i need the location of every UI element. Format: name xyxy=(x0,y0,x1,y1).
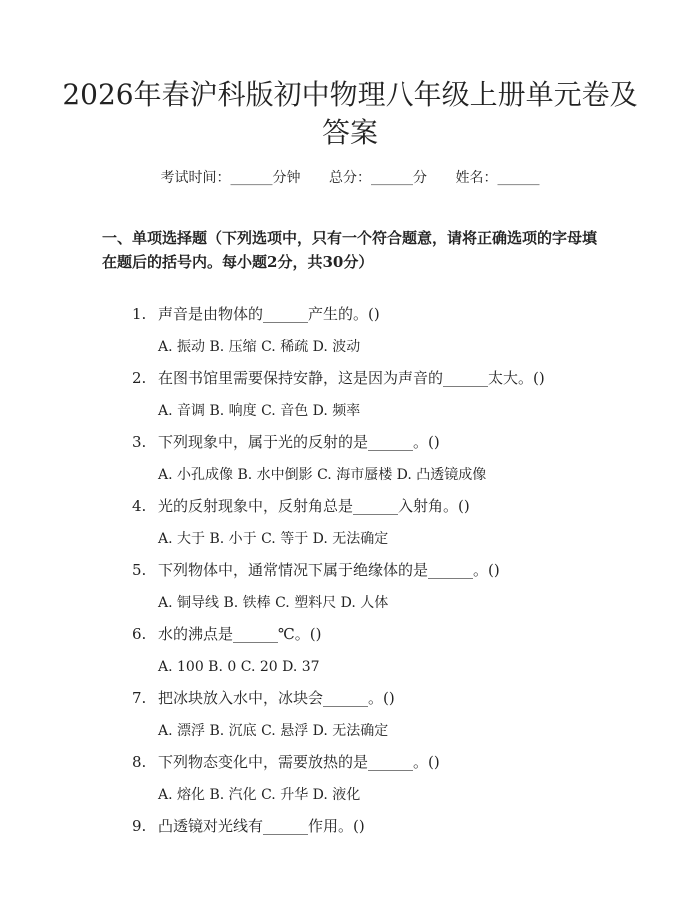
question-options: A. 熔化 B. 汽化 C. 升华 D. 液化 xyxy=(158,787,361,803)
question-1 xyxy=(0,304,700,368)
question-5 xyxy=(0,560,700,624)
question-number: 3. xyxy=(132,433,147,451)
question-options: A. 音调 B. 响度 C. 音色 D. 频率 xyxy=(158,403,361,419)
question-number: 9. xyxy=(132,817,147,835)
question-number: 4. xyxy=(132,497,147,515)
question-options: A. 小孔成像 B. 水中倒影 C. 海市蜃楼 D. 凸透镜成像 xyxy=(158,467,487,483)
exam-score: 总分：______分 xyxy=(329,170,427,186)
question-stem: 光的反射现象中，反射角总是______入射角。() xyxy=(158,497,470,515)
question-options: A. 大于 B. 小于 C. 等于 D. 无法确定 xyxy=(158,531,389,547)
question-8 xyxy=(0,752,700,816)
question-6 xyxy=(0,624,700,688)
question-stem: 下列现象中，属于光的反射的是______。() xyxy=(158,433,440,451)
question-stem: 凸透镜对光线有______作用。() xyxy=(158,817,365,835)
question-options: A. 振动 B. 压缩 C. 稀疏 D. 波动 xyxy=(158,339,361,355)
exam-meta xyxy=(0,168,700,188)
question-stem: 在图书馆里需要保持安静，这是因为声音的______太大。() xyxy=(158,369,545,387)
question-stem: 下列物体中，通常情况下属于绝缘体的是______。() xyxy=(158,561,500,579)
page-title: 2026年春沪科版初中物理八年级上册单元卷及答案 xyxy=(62,78,638,149)
question-9 xyxy=(0,816,700,880)
question-number: 5. xyxy=(132,561,147,579)
exam-name: 姓名：______ xyxy=(455,170,540,186)
question-options: A. 铜导线 B. 铁棒 C. 塑料尺 D. 人体 xyxy=(158,595,389,611)
question-stem: 把冰块放入水中，冰块会______。() xyxy=(158,689,395,707)
question-number: 2. xyxy=(132,369,147,387)
question-number: 6. xyxy=(132,625,147,643)
section-heading: 一、单项选择题（下列选项中，只有一个符合题意，请将正确选项的字母填在题后的括号内。每小题2分，共30分） xyxy=(102,229,598,271)
question-4 xyxy=(0,496,700,560)
question-options: A. 漂浮 B. 沉底 C. 悬浮 D. 无法确定 xyxy=(158,723,389,739)
question-stem: 声音是由物体的______产生的。() xyxy=(158,305,380,323)
question-7 xyxy=(0,688,700,752)
exam-time: 考试时间：______分钟 xyxy=(160,170,301,186)
question-3 xyxy=(0,432,700,496)
question-options: A. 100 B. 0 C. 20 D. 37 xyxy=(158,659,320,675)
question-number: 1. xyxy=(132,305,147,323)
question-stem: 水的沸点是______℃。() xyxy=(158,625,322,643)
question-number: 7. xyxy=(132,689,147,707)
question-stem: 下列物态变化中，需要放热的是______。() xyxy=(158,753,440,771)
question-number: 8. xyxy=(132,753,147,771)
question-2 xyxy=(0,368,700,432)
